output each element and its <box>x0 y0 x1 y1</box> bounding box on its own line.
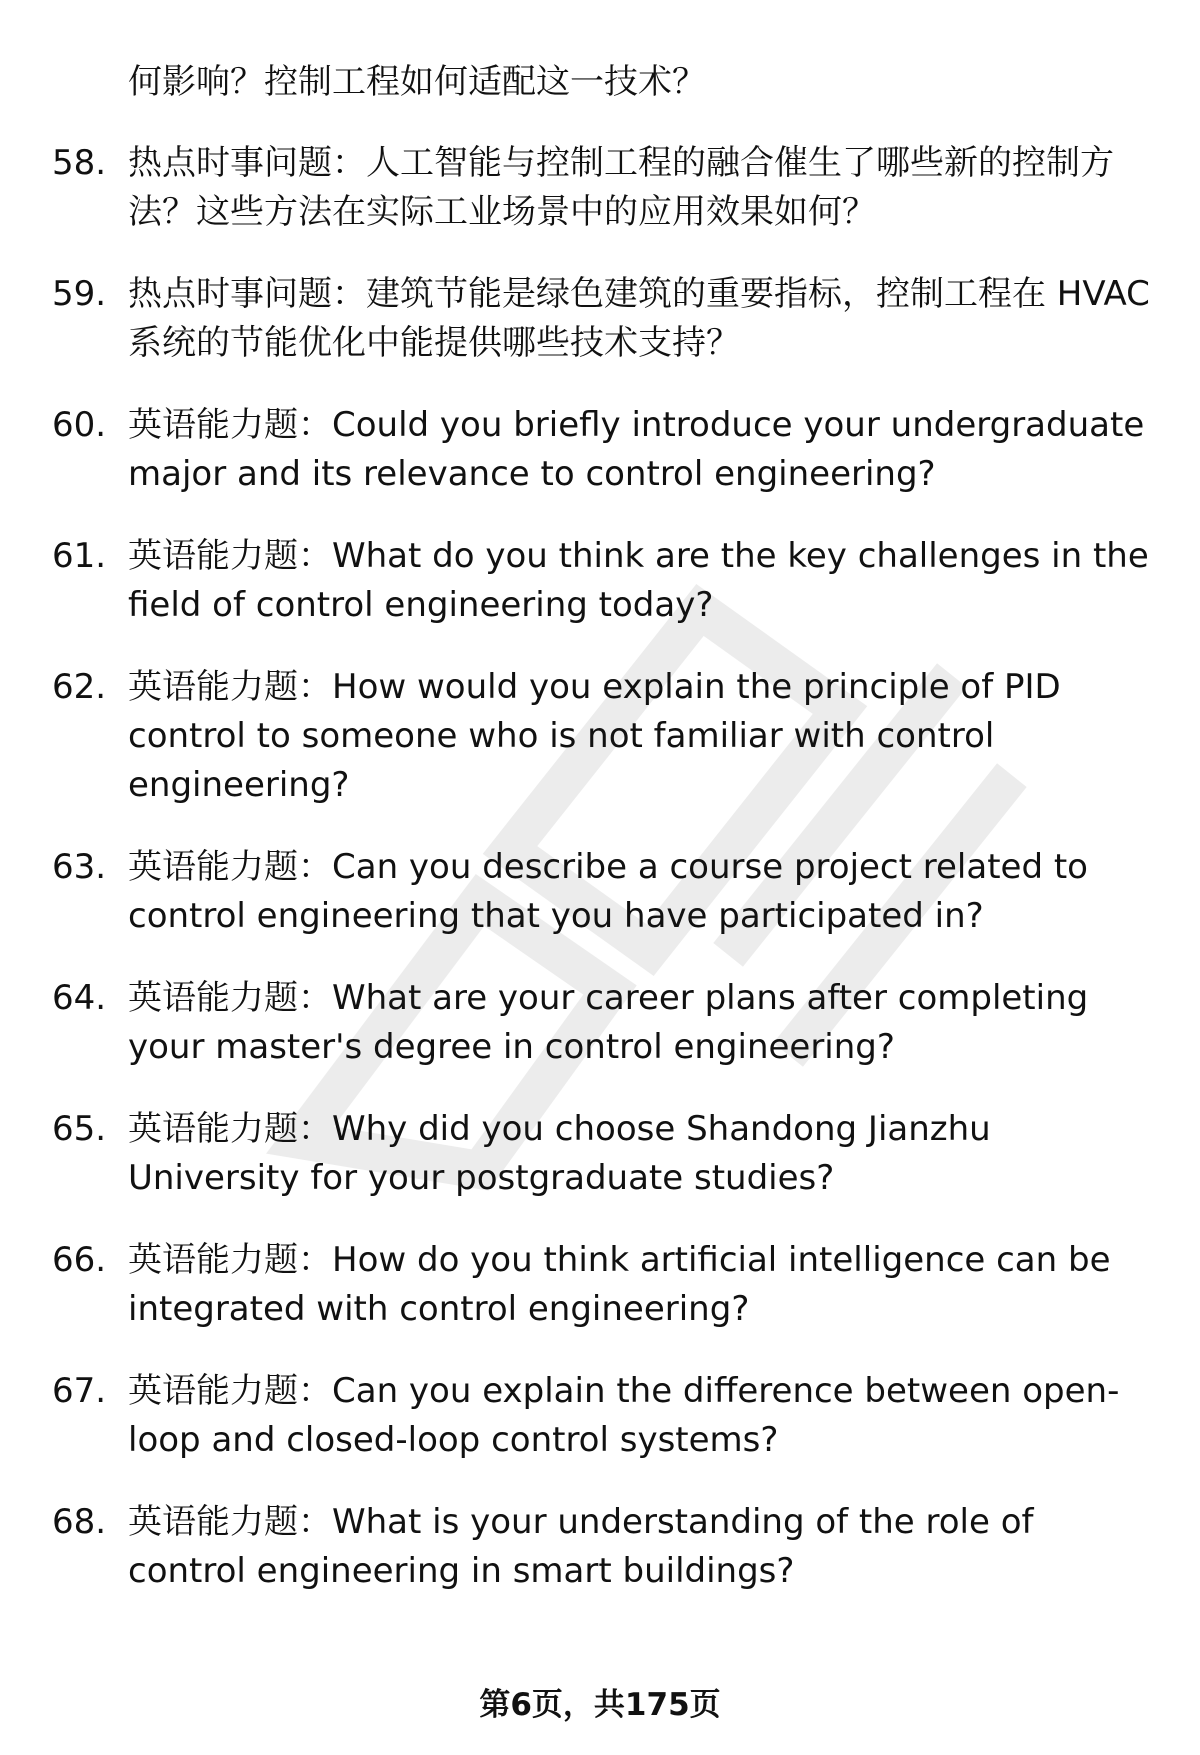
question-text: Why did you choose Shandong Jianzhu University for your postgraduate studies? <box>128 1109 991 1198</box>
question-number: 66. <box>52 1240 107 1280</box>
question-category: 英语能力题： <box>128 1240 332 1280</box>
question-number: 64. <box>52 978 107 1018</box>
question-number: 61. <box>52 536 107 576</box>
list-item <box>52 1498 1152 1596</box>
question-number: 62. <box>52 667 107 707</box>
list-item <box>52 139 1152 237</box>
question-text: Could you briefly introduce your undergraduate major and its relevance to control engineering? <box>128 405 1145 494</box>
question-number: 58. <box>52 143 107 183</box>
question-number: 67. <box>52 1371 107 1411</box>
question-text: What are your career plans after completing your master's degree in control engineering? <box>128 978 1089 1067</box>
list-item <box>52 974 1152 1072</box>
list-item <box>52 843 1152 941</box>
question-number: 60. <box>52 405 107 445</box>
list-item <box>52 663 1152 810</box>
question-category: 热点时事问题： <box>128 274 366 314</box>
question-text: Can you describe a course project related to control engineering that you have participated in? <box>128 847 1088 936</box>
question-list <box>52 58 1152 1629</box>
question-number: 63. <box>52 847 107 887</box>
question-text: How do you think artificial intelligence can be integrated with control engineering? <box>128 1240 1111 1329</box>
question-category: 热点时事问题： <box>128 143 366 183</box>
question-category: 英语能力题： <box>128 978 332 1018</box>
question-number: 59. <box>52 274 107 314</box>
question-text: 建筑节能是绿色建筑的重要指标，控制工程在 HVAC 系统的节能优化中能提供哪些技术支持？ <box>128 274 1150 363</box>
question-number: 68. <box>52 1502 107 1542</box>
question-category: 英语能力题： <box>128 1502 332 1542</box>
list-item <box>52 1367 1152 1465</box>
question-category: 英语能力题： <box>128 405 332 445</box>
question-category: 英语能力题： <box>128 1371 332 1411</box>
question-text: What is your understanding of the role of control engineering in smart buildings? <box>128 1502 1034 1591</box>
question-category: 英语能力题： <box>128 667 332 707</box>
question-number: 65. <box>52 1109 107 1149</box>
list-item <box>52 532 1152 630</box>
question-category: 英语能力题： <box>128 847 332 887</box>
list-item <box>52 1236 1152 1334</box>
question-category: 英语能力题： <box>128 1109 332 1149</box>
continuation-text: 何影响？控制工程如何适配这一技术？ <box>128 62 706 102</box>
question-text: What do you think are the key challenges in the field of control engineering today? <box>128 536 1149 625</box>
list-item <box>52 401 1152 499</box>
question-text: How would you explain the principle of PID control to someone who is not familiar with control engineering? <box>128 667 1061 805</box>
question-category: 英语能力题： <box>128 536 332 576</box>
question-text: 人工智能与控制工程的融合催生了哪些新的控制方法？这些方法在实际工业场景中的应用效果如何？ <box>128 143 1114 232</box>
list-item <box>52 1105 1152 1203</box>
page-number-footer: 第6页，共175页 <box>479 1687 721 1723</box>
list-item <box>52 270 1152 368</box>
question-text: Can you explain the difference between open-loop and closed-loop control systems? <box>128 1371 1120 1460</box>
